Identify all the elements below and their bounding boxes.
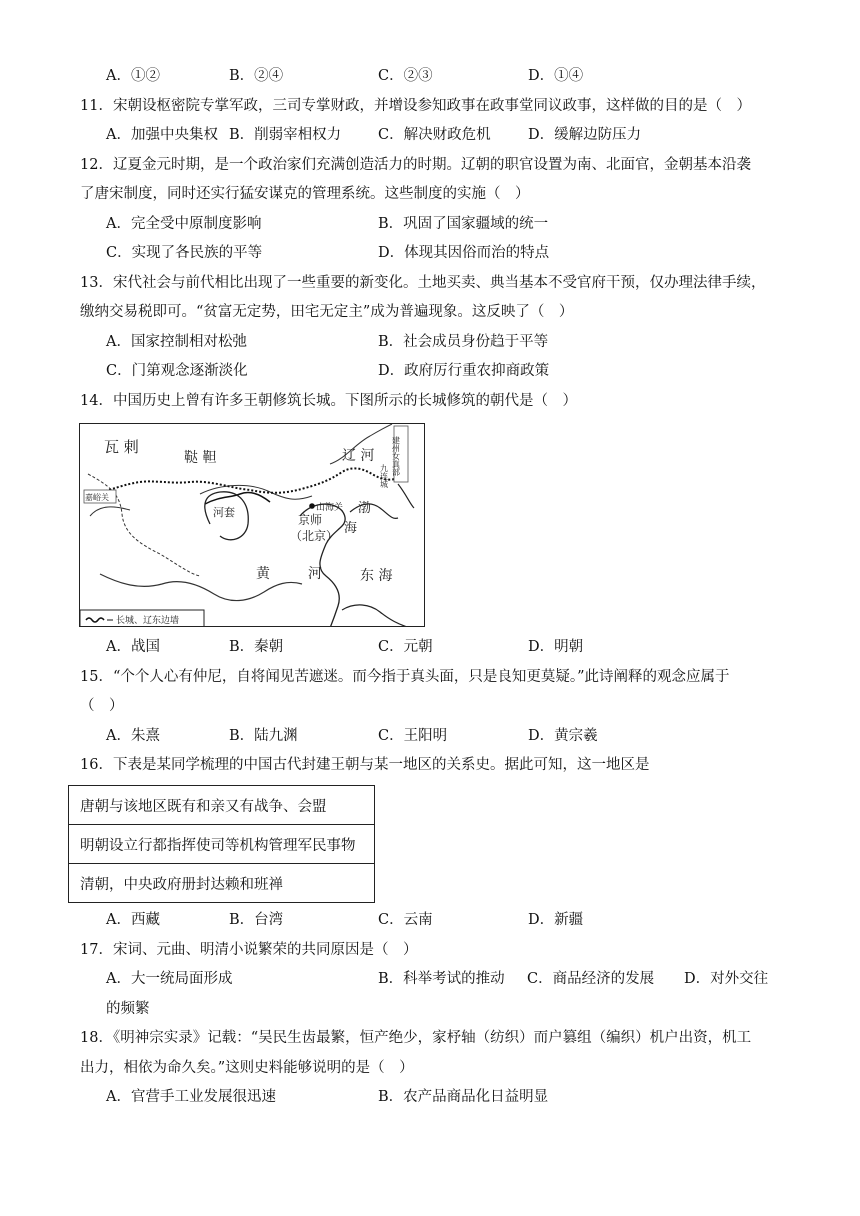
option-d: D．对外交往: [684, 971, 769, 987]
map-legend-label: 长城、辽东边墙: [116, 616, 180, 626]
option-c: C．门第观念逐渐淡化: [106, 363, 248, 379]
question-13-stem-cont: 缴纳交易税即可。“贫富无定势，田宅无定主”成为普遍现象。这反映了（ ）: [80, 304, 574, 320]
table-row: [69, 864, 375, 903]
option-c: C．②③: [378, 68, 433, 84]
map-label-huang: 黄: [256, 566, 270, 582]
option-b: B．台湾: [229, 912, 284, 928]
map-label-jingshi: 京师: [298, 513, 323, 527]
option-a: A．西藏: [106, 912, 160, 928]
option-b: B．科举考试的推动: [378, 971, 505, 987]
question-12-stem: 12．辽夏金元时期，是一个政治家们充满创造活力的时期。辽朝的职官设置为南、北面官，金朝基本沿袭: [80, 157, 751, 173]
option-a: A．①②: [106, 68, 160, 84]
question-13-stem: 13．宋代社会与前代相比出现了一些重要的新变化。土地买卖、典当基本不受官府干预，仅办理法律手续，: [80, 275, 766, 291]
map-label-liaohe: 辽 河: [342, 448, 375, 464]
option-c: C．解决财政危机: [378, 127, 491, 143]
option-a: A．加强中央集权: [106, 127, 218, 143]
map-label-dada: 鞑 靼: [184, 450, 217, 466]
table-cell: 唐朝与该地区既有和亲又有战争、会盟: [69, 786, 375, 825]
map-label-donghai: 东 海: [360, 568, 393, 584]
option-b: B．农产品商品化日益明显: [378, 1089, 549, 1105]
option-d: D．黄宗羲: [528, 728, 598, 744]
map-drawing: [80, 424, 425, 627]
question-16-stem: 16．下表是某同学梳理的中国古代封建王朝与某一地区的关系史。据此可知，这一地区是: [80, 757, 650, 773]
option-d: D．①④: [528, 68, 584, 84]
table-cell: 清朝，中央政府册封达赖和班禅: [69, 864, 375, 903]
option-a: A．战国: [106, 639, 160, 655]
map-label-beijing: （北京）: [290, 529, 339, 543]
option-a: A．完全受中原制度影响: [106, 216, 262, 232]
option-d-cont: 的频繁: [106, 1001, 150, 1017]
option-c: C．实现了各民族的平等: [106, 245, 263, 261]
option-c: C．元朝: [378, 639, 433, 655]
map-label-bohai-2: 海: [344, 521, 358, 536]
option-a: A．大一统局面形成: [106, 971, 233, 987]
option-b: B．社会成员身份趋于平等: [378, 334, 549, 350]
option-b: B．陆九渊: [229, 728, 298, 744]
option-d: D．政府厉行重农抑商政策: [378, 363, 550, 379]
table-cell: 明朝设立行都指挥使司等机构管理军民事物: [69, 825, 375, 864]
map-label-bohai: 渤: [358, 501, 372, 516]
map-label-hetao: 河套: [213, 506, 235, 519]
question-17-stem: 17．宋词、元曲、明清小说繁荣的共同原因是（ ）: [80, 942, 418, 958]
question-14-stem: 14．中国历史上曾有许多王朝修筑长城。下图所示的长城修筑的朝代是（ ）: [80, 393, 577, 409]
option-b: B．巩固了国家疆域的统一: [378, 216, 549, 232]
option-c: C．王阳明: [378, 728, 448, 744]
option-d: D．缓解边防压力: [528, 127, 642, 143]
map-label-wala: 瓦 剌: [104, 438, 139, 456]
relations-table: [68, 785, 375, 903]
option-c: C．云南: [378, 912, 433, 928]
option-b: B．削弱宰相权力: [229, 127, 342, 143]
option-d: D．新疆: [528, 912, 584, 928]
option-d: D．明朝: [528, 639, 584, 655]
option-c: C．商品经济的发展: [527, 971, 655, 987]
map-label-jianzhou: 建州女真部: [391, 436, 401, 476]
question-15-stem-cont: （ ）: [80, 698, 124, 714]
map-label-shanhaiguan: 山海关: [316, 503, 344, 513]
question-18-stem: 18．《明神宗实录》记载：“吴民生齿最繁，恒产绝少，家杼轴（纺织）而户篡组（编织）机户出资，机工: [80, 1030, 752, 1046]
question-15-stem: 15．“个个人心有仲尼，自将闻见苦遮迷。而今指于真头面，只是良知更莫疑。”此诗阐释的观念应属于: [80, 669, 730, 685]
option-b: B．秦朝: [229, 639, 284, 655]
option-d: D．体现其因俗而治的特点: [378, 245, 550, 261]
map-label-jiayuguan: 嘉峪关: [85, 493, 109, 502]
option-b: B．②④: [229, 68, 284, 84]
question-12-stem-cont: 了唐宋制度，同时还实行猛安谋克的管理系统。这些制度的实施（ ）: [80, 186, 530, 202]
map-label-he: 河: [308, 566, 322, 582]
ming-great-wall-map: [79, 423, 425, 627]
map-label-jiulian: 九连城: [379, 464, 389, 488]
question-18-stem-cont: 出力，相依为命久矣。”这则史料能够说明的是（ ）: [80, 1060, 414, 1076]
option-a: A．朱熹: [106, 728, 160, 744]
table-row: [69, 786, 375, 825]
option-a: A．官营手工业发展很迅速: [106, 1089, 276, 1105]
option-a: A．国家控制相对松弛: [106, 334, 247, 350]
question-11-stem: 11．宋朝设枢密院专掌军政，三司专掌财政，并增设参知政事在政事堂同议政事，这样做的目的是（ ）: [80, 98, 751, 114]
table-row: [69, 825, 375, 864]
